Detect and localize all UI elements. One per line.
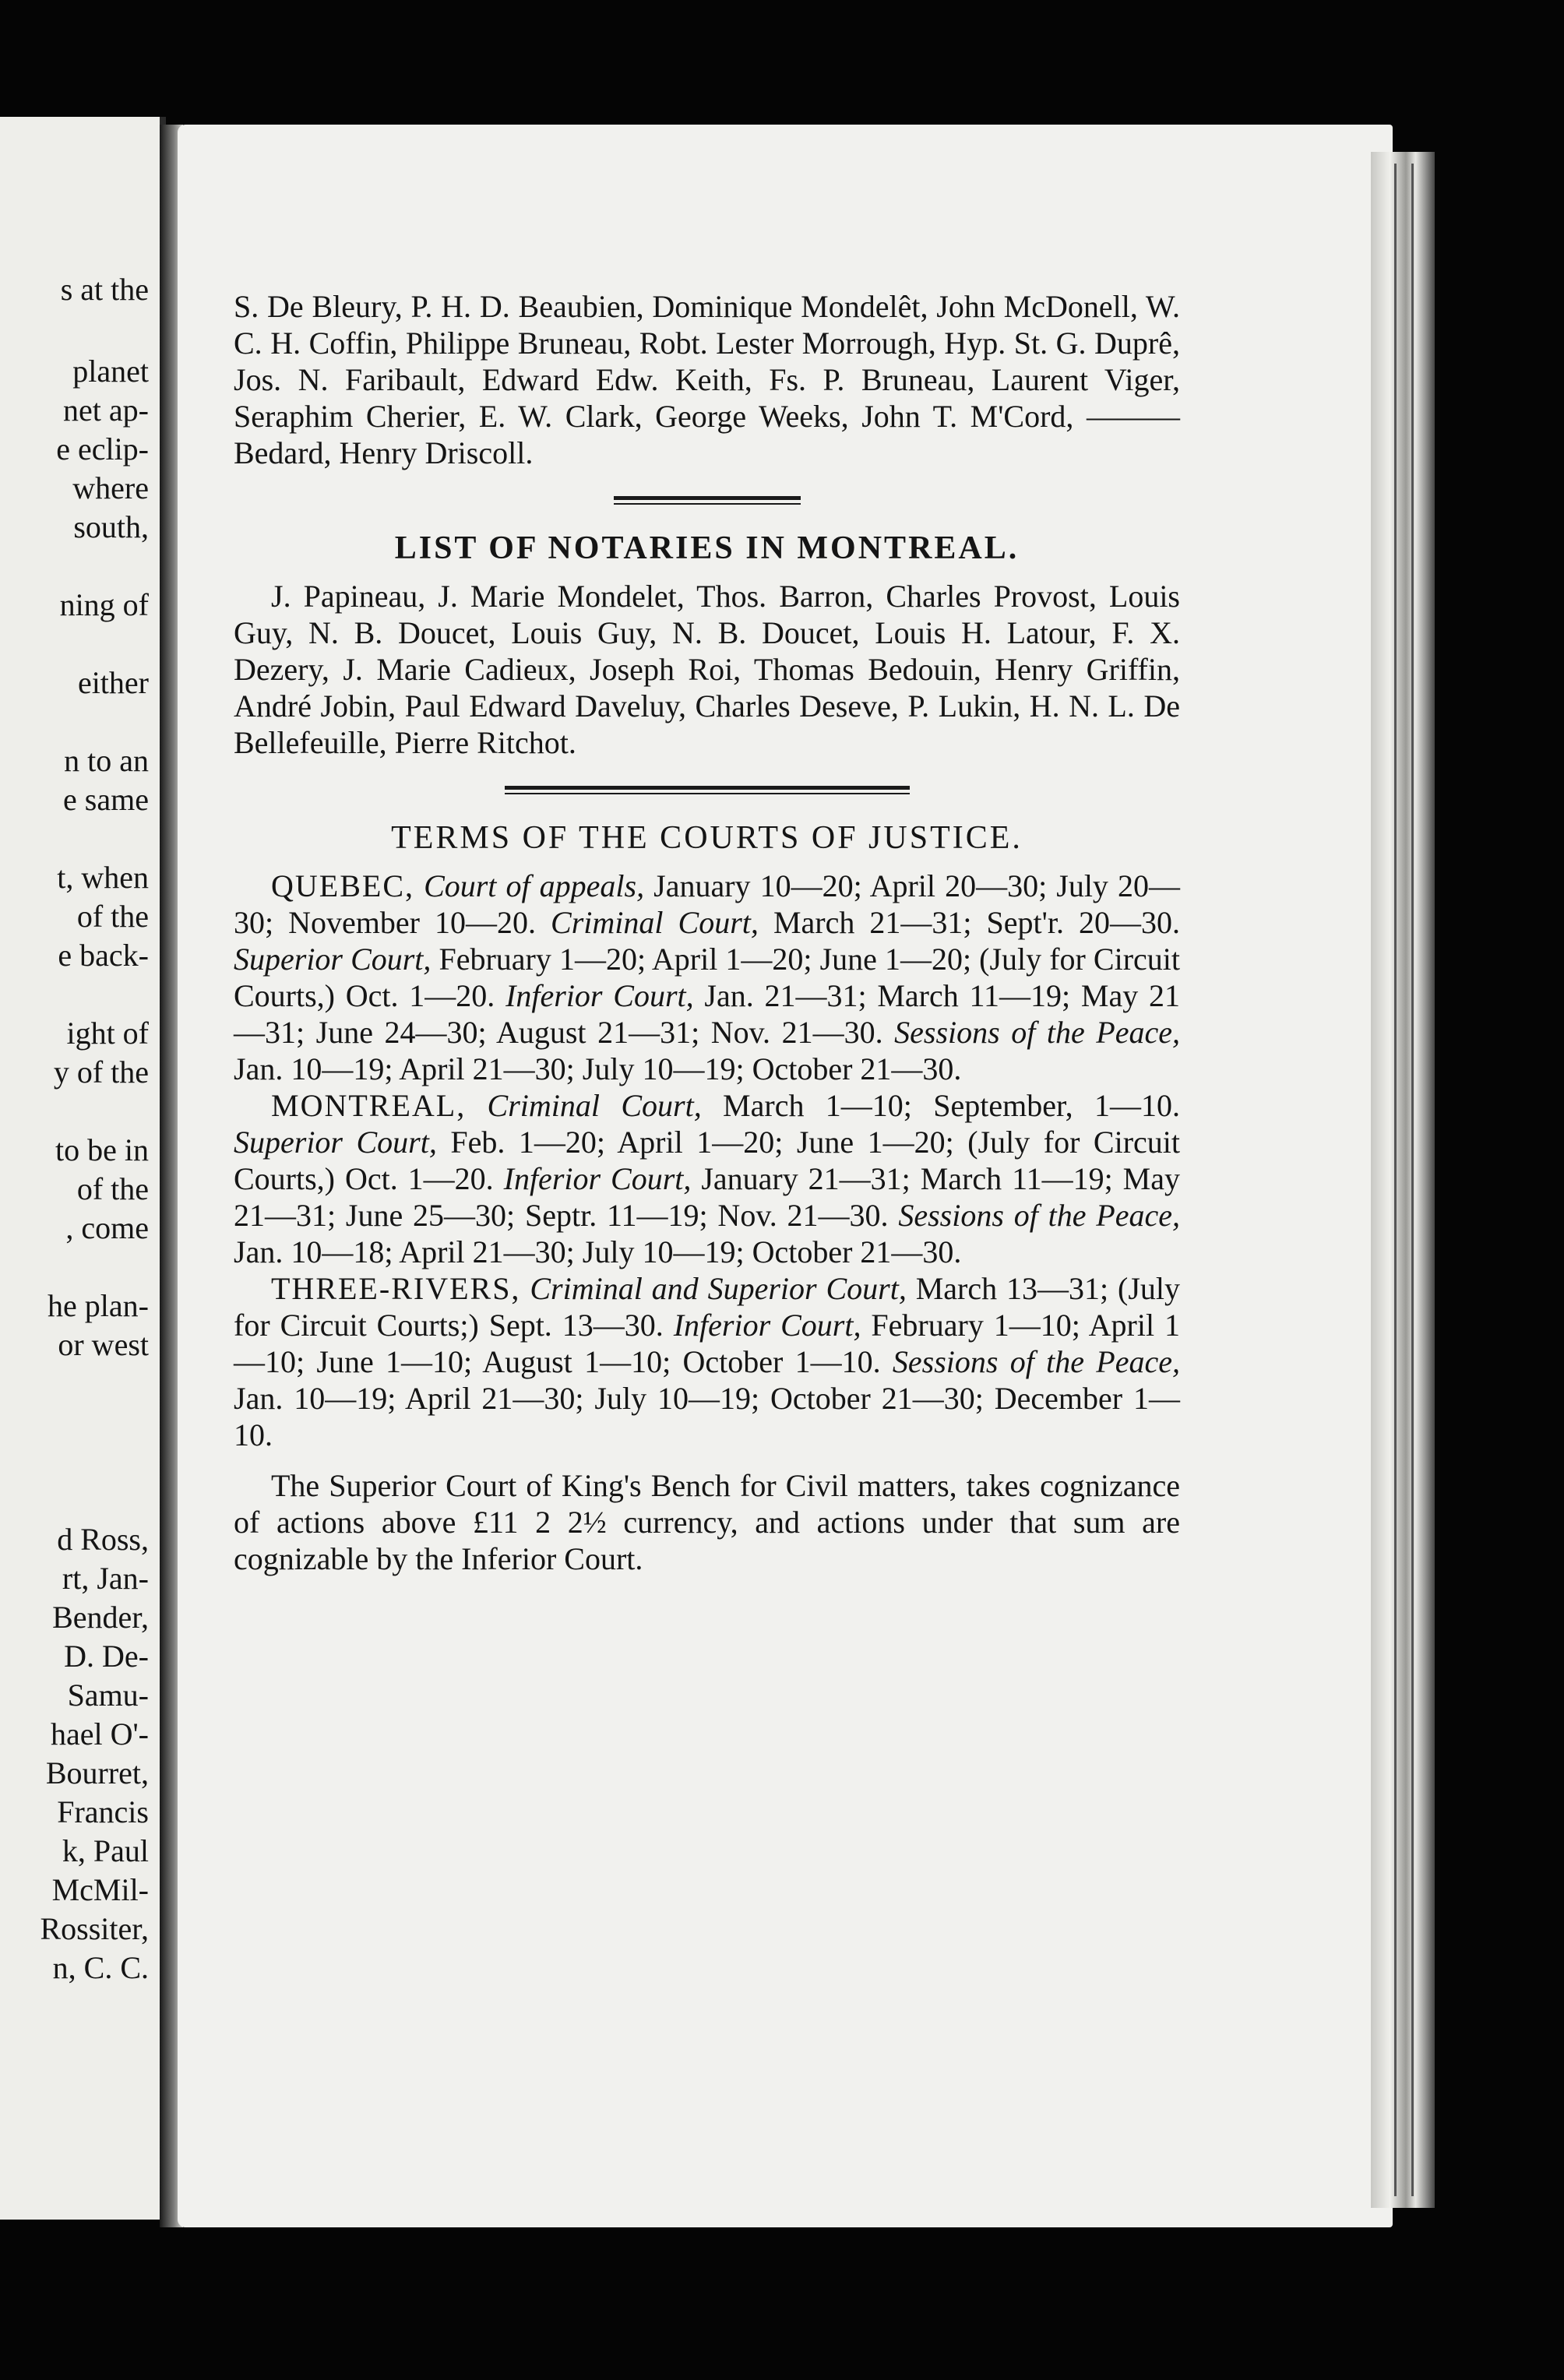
court-label: Inferior Court, [505,978,694,1013]
left-page-line: hael O'- [50,1716,149,1752]
left-page-line: k, Paul [62,1833,149,1868]
left-page-line: n to an [64,743,149,778]
court-label: Sessions of the Peace, [892,1344,1180,1379]
left-page-line: he plan- [48,1288,149,1323]
quebec-terms [234,868,1180,1087]
left-page-line: Bender, [52,1600,149,1635]
left-page-line: to be in [55,1132,149,1167]
notaries-heading: LIST OF NOTARIES IN MONTREAL. [394,530,1020,566]
left-page-line: planet [72,354,149,389]
closing-paragraph: The Superior Court of King's Bench for Civil matters, takes cognizance of actions above £11 2 2½ currency, and actions under that sum are cognizable by the Inferior Court. [234,1468,1180,1576]
court-dates: March 1—10; September, 1—10. [701,1088,1180,1123]
paragraph-gap [234,1453,1180,1467]
three-rivers-terms [234,1270,1180,1453]
page-edge-line [1394,164,1397,2196]
court-label: Criminal and Superior Court, [530,1271,907,1306]
left-page-line: of the [76,1171,149,1206]
section-divider [614,496,801,505]
left-page-line: t, when [57,860,149,895]
court-dates: February 1—10; April 1—10; June 1—10; August 1—10; October 1—10. [234,1308,1181,1379]
advocates-list-continued: S. De Bleury, P. H. D. Beaubien, Dominique Mondelêt, John McDonell, W. C. H. Coffin, Philippe Bruneau, Robt. Lester Morrough, Hyp. St. G. Duprê, Jos. N. Faribault, Edward Edw. Keith, Fs. P. Bruneau, Laurent Viger, Seraphim Cherier, E. W. Clark, George Weeks, John T. M'Cord, ——— Bedard, Henry Driscoll. [234,289,1180,470]
place-name: MONTREAL, [271,1088,467,1123]
left-page-line: McMil- [51,1872,149,1907]
court-dates: March 21—31; Sept'r. 20—30. [758,905,1180,940]
court-label: Superior Court, [234,942,432,977]
court-dates: Jan. 10—18; April 21—30; July 10—19; October 21—30. [234,1234,962,1269]
page-content [234,288,1180,1577]
left-page-line: either [77,665,149,700]
court-label: Sessions of the Peace, [894,1015,1180,1050]
court-label: Criminal Court, [551,905,759,940]
court-dates: January 21—31; March 11—19; May 21—31; June 25—30; Septr. 11—19; Nov. 21—30. [234,1161,1180,1233]
left-page-line: Bourret, [45,1755,149,1790]
court-dates: March 13—31; (July for Circuit Courts;) Sept. 13—30. [234,1271,1180,1343]
left-page-line: ning of [59,587,149,622]
page-edge-stack [1371,152,1435,2208]
section-divider [505,786,910,794]
left-page-line: e back- [58,938,149,973]
court-dates: February 1—20; April 1—20; June 1—20; (July for Circuit Courts,) Oct. 1—20. [234,942,1180,1013]
left-facing-page [0,117,166,2220]
left-page-line: , come [65,1210,149,1245]
left-page-line: net ap- [63,393,149,428]
left-page-line: D. De- [64,1639,149,1674]
left-page-line: e eclip- [56,431,149,466]
place-name: THREE-RIVERS, [271,1271,521,1306]
court-dates: Jan. 10—19; April 21—30; July 10—19; October 21—30; December 1—10. [234,1381,1180,1452]
court-label: Superior Court, [234,1125,437,1160]
left-page-line: rt, Jan- [62,1561,149,1596]
left-page-line: n, C. C. [52,1950,149,1985]
left-page-line: Rossiter, [40,1911,149,1946]
left-page-line: d Ross, [57,1522,149,1557]
court-dates: Jan. 21—31; March 11—19; May 21—31; June 24—30; August 21—31; Nov. 21—30. [234,978,1180,1050]
left-page-line: or west [58,1327,149,1362]
left-page-line: south, [73,509,149,544]
court-label: Inferior Court, [503,1161,692,1196]
court-dates: Feb. 1—20; April 1—20; June 1—20; (July for Circuit Courts,) Oct. 1—20. [234,1125,1181,1196]
notaries-list: J. Papineau, J. Marie Mondelet, Thos. Barron, Charles Provost, Louis Guy, N. B. Doucet, Louis Guy, N. B. Doucet, Louis H. Latour, F. X. Dezery, J. Marie Cadieux, Joseph Roi, Thomas Bedouin, Henry Griffin, André Jobin, Paul Edward Daveluy, Charles Deseve, P. Lukin, H. N. L. De Bellefeuille, Pierre Ritchot. [234,579,1180,760]
left-page-line: s at the [60,272,149,307]
court-dates: January 10—20; April 20—30; July 20—30; November 10—20. [234,868,1180,940]
montreal-terms [234,1087,1180,1270]
court-label: Sessions of the Peace, [898,1198,1180,1233]
court-label: Criminal Court, [487,1088,702,1123]
left-page-line: y of the [53,1054,149,1090]
left-page-line: ight of [66,1016,149,1051]
left-page-line: Samu- [67,1678,149,1713]
courts-heading: TERMS OF THE COURTS OF JUSTICE. [391,820,1023,856]
court-dates: Jan. 10—19; April 21—30; July 10—19; October 21—30. [234,1051,962,1086]
court-label: Court of appeals, [424,868,645,903]
left-page-line: of the [76,899,149,934]
place-name: QUEBEC, [271,868,414,903]
left-page-line: Francis [57,1794,149,1829]
court-label: Inferior Court, [673,1308,861,1343]
page-edge-line [1411,164,1414,2196]
left-page-line: where [72,470,149,505]
left-page-line: e same [63,782,149,817]
